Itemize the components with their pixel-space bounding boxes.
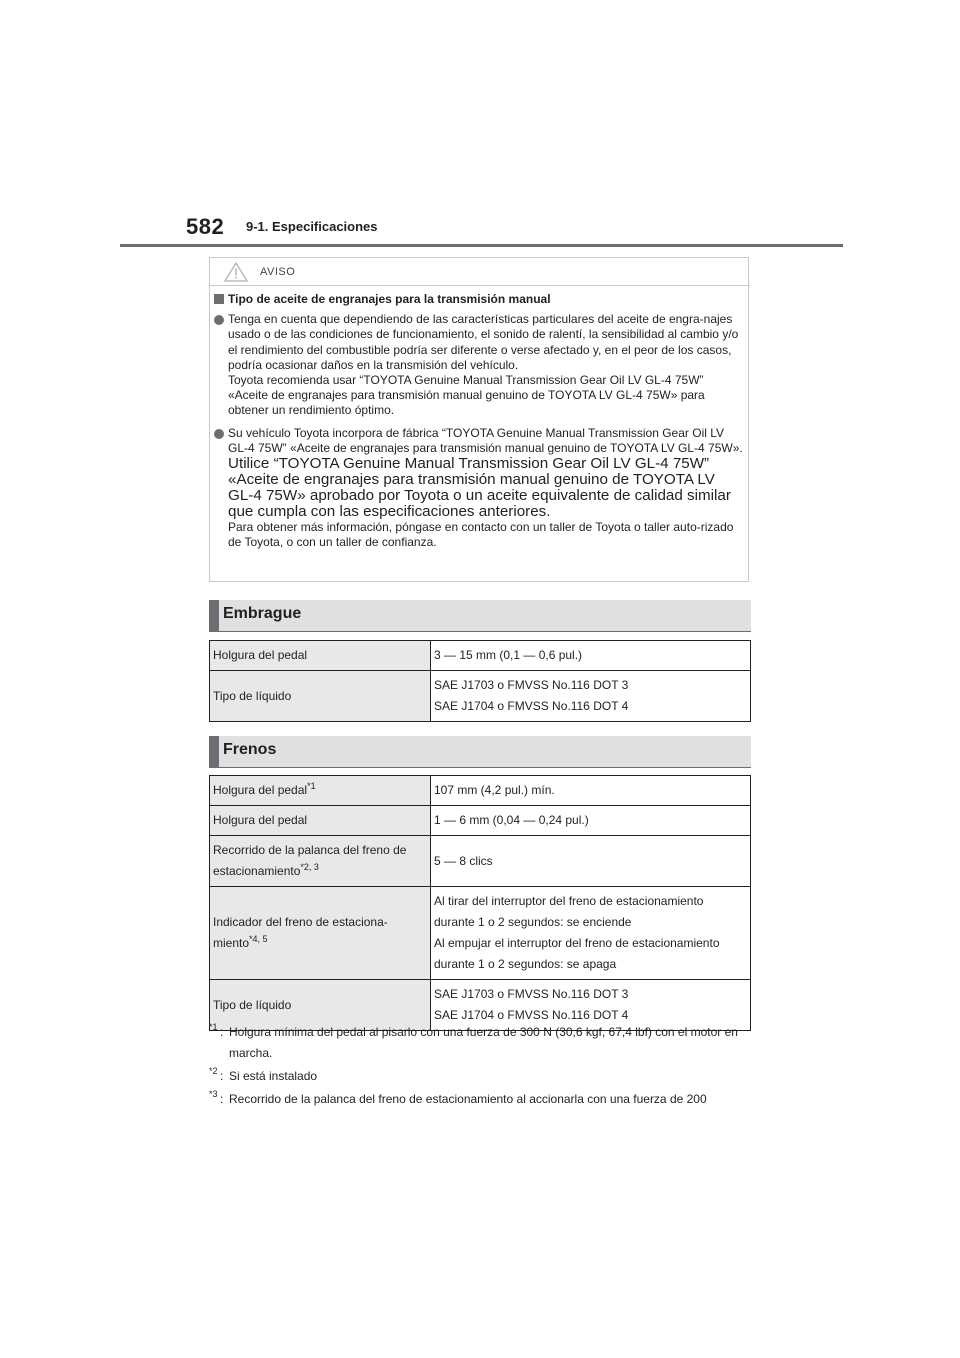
section-title: 9-1. Especificaciones	[246, 219, 378, 234]
footnote-ref: *1	[307, 781, 316, 791]
brakes-heading	[209, 736, 751, 768]
warning-triangle-icon	[224, 262, 248, 282]
warning-topic	[214, 292, 744, 307]
warning-body	[214, 292, 744, 557]
warning-bullet	[214, 426, 744, 551]
table-row	[210, 887, 751, 980]
warning-box	[209, 257, 749, 582]
table-row	[210, 806, 751, 836]
clutch-heading	[209, 600, 751, 632]
clutch-table	[209, 640, 751, 722]
table-value: SAE J1703 o FMVSS No.116 DOT 3 SAE J1704 o FMVSS No.116 DOT 4	[431, 671, 751, 722]
warning-topic-text: Tipo de aceite de engranajes para la transmisión manual	[228, 292, 551, 306]
footnotes	[209, 1022, 751, 1112]
header-divider	[120, 244, 843, 247]
warning-paragraph: Toyota recomienda usar “TOYOTA Genuine Manual Transmission Gear Oil LV GL-4 75W” «Aceite de engranajes para transmisión manual genuino de TOYOTA LV GL-4 75W» para obtener un rendimiento óptimo.	[228, 373, 705, 418]
footnote-text: Recorrido de la palanca del freno de estacionamiento al accionarla con una fuerza de 200	[229, 1092, 707, 1106]
warning-paragraph: Para obtener más información, póngase en contacto con un taller de Toyota o taller auto-rizado de Toyota, o con un taller de confianza.	[228, 520, 734, 550]
page-header	[0, 0, 960, 250]
footnote-text: Holgura mínima del pedal al pisarlo con una fuerza de 300 N (30,6 kgf, 67,4 lbf) con el motor en marcha.	[229, 1025, 738, 1060]
clutch-heading-text: Embrague	[223, 605, 302, 622]
table-row	[210, 776, 751, 806]
footnote-ref: *2, 3	[300, 862, 319, 872]
table-key: Holgura del pedal	[210, 806, 431, 836]
table-key: Recorrido de la palanca del freno de estacionamiento$^{*2, 3}$	[210, 836, 431, 887]
footnote: *3 : Recorrido de la palanca del freno de estacionamiento al accionarla con una fuerza de 200	[209, 1089, 751, 1110]
warning-paragraph: Su vehículo Toyota incorpora de fábrica “TOYOTA Genuine Manual Transmission Gear Oil LV GL-4 75W” «Aceite de engranajes para transmisión manual genuino de TOYOTA LV GL-4 75W».	[228, 425, 743, 455]
footnote: *2 : Si está instalado	[209, 1066, 751, 1087]
round-bullet-icon	[214, 315, 224, 325]
table-row	[210, 671, 751, 722]
table-value: 1 — 6 mm (0,04 — 0,24 pul.)	[431, 806, 751, 836]
table-row	[210, 641, 751, 671]
table-row	[210, 836, 751, 887]
table-value: 3 — 15 mm (0,1 — 0,6 pul.)	[431, 641, 751, 671]
table-key: Holgura del pedal$^{*1}$	[210, 776, 431, 806]
brakes-heading-text: Frenos	[223, 741, 277, 758]
footnote-mark: *1	[209, 1022, 218, 1032]
table-key: Tipo de líquido	[210, 980, 431, 1031]
footnote-text: Si está instalado	[229, 1069, 318, 1083]
heading-bar	[209, 736, 219, 767]
footnote: *1 : Holgura mínima del pedal al pisarlo con una fuerza de 300 N (30,6 kgf, 67,4 lbf) con el motor en marcha.	[209, 1022, 751, 1064]
brakes-table	[209, 775, 751, 1031]
warning-paragraph: Tenga en cuenta que dependiendo de las características particulares del aceite de engra-najes usado o de las condiciones de funcionamiento, el sonido de ralentí, la sensibilidad al cambio y/o el rendimiento del combustible podría ser diferente o verse afectado y, en el peor de los casos, podría ocasionar daños en la transmisión del vehículo.	[228, 312, 739, 372]
warning-header	[210, 258, 750, 286]
table-value: Al tirar del interruptor del freno de estacionamiento durante 1 o 2 segundos: se enciende Al empujar el interruptor del freno de estacionamiento durante 1 o 2 segundos: se apaga	[431, 887, 751, 980]
footnote-mark: *3	[209, 1089, 218, 1099]
table-key: Holgura del pedal	[210, 641, 431, 671]
footnote-ref: *4, 5	[249, 934, 268, 944]
table-value: 5 — 8 clics	[431, 836, 751, 887]
warning-bullet	[214, 312, 744, 418]
footnote-mark: *2	[209, 1066, 218, 1076]
heading-bar	[209, 600, 219, 631]
table-key: Indicador del freno de estaciona-miento$^{*4, 5}$	[210, 887, 431, 980]
page-number: 582	[186, 214, 225, 239]
warning-label: AVISO	[260, 266, 296, 278]
table-value: 107 mm (4,2 pul.) mín.	[431, 776, 751, 806]
table-key: Tipo de líquido	[210, 671, 431, 722]
table-value: SAE J1703 o FMVSS No.116 DOT 3 SAE J1704 o FMVSS No.116 DOT 4	[431, 980, 751, 1031]
warning-paragraph-large: Utilice “TOYOTA Genuine Manual Transmission Gear Oil LV GL-4 75W” «Aceite de engranajes para transmisión manual genuino de TOYOTA LV GL-4 75W» aprobado por Toyota o un aceite equivalente de calidad similar que cumpla con las especificaciones anteriores.	[228, 455, 731, 521]
round-bullet-icon	[214, 429, 224, 439]
square-bullet-icon	[214, 294, 224, 304]
